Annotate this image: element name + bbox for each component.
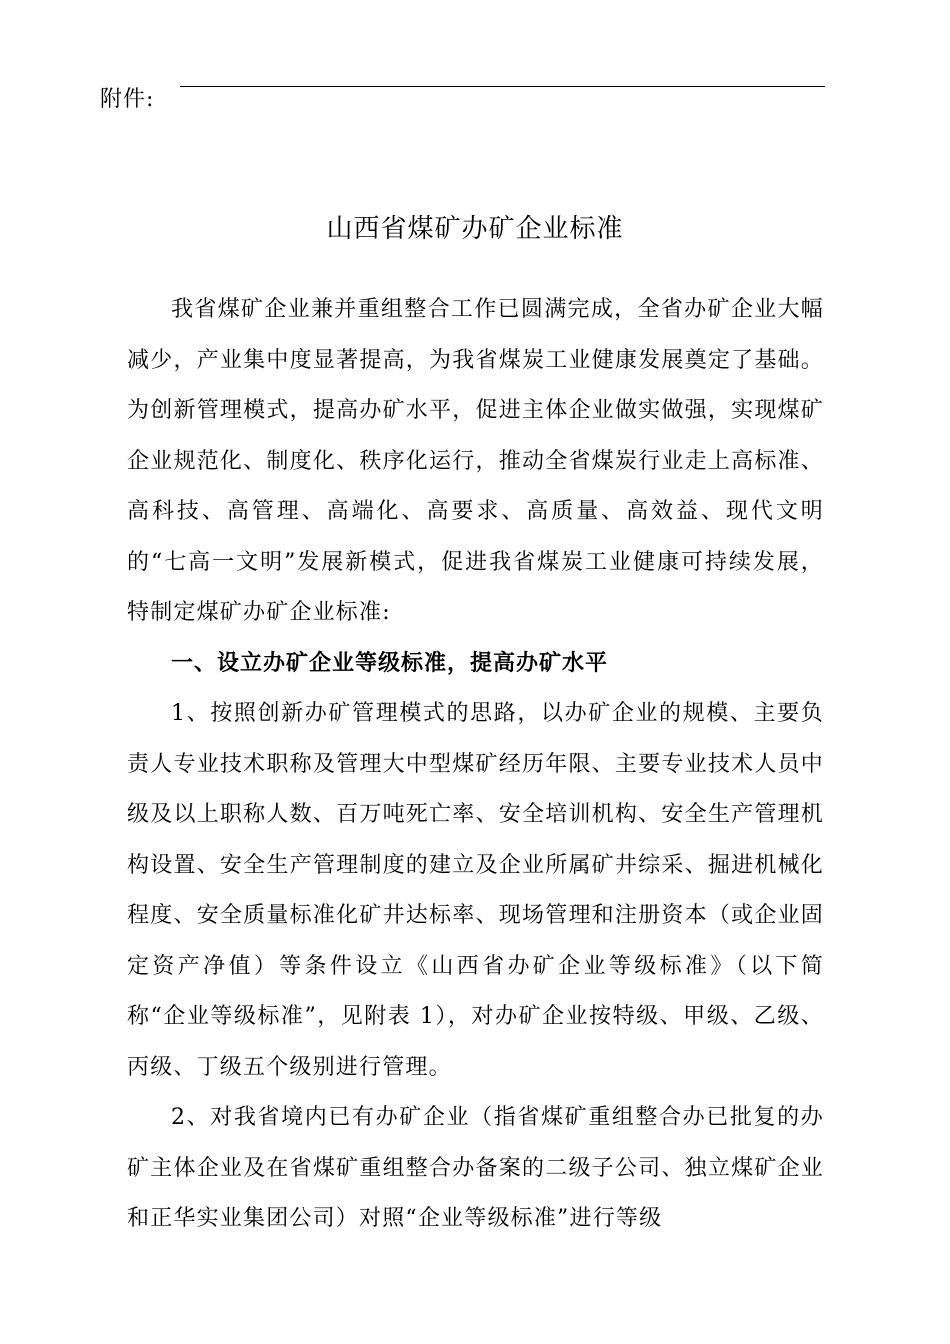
attachment-underline xyxy=(180,86,825,87)
intro-paragraph: 我省煤矿企业兼并重组整合工作已圆满完成，全省办矿企业大幅减少，产业集中度显著提高，为我省煤炭工业健康发展奠定了基础。为创新管理模式，提高办矿水平，促进主体企业做实做强，实现煤矿企业规范化、制度化、秩序化运行，推动全省煤炭行业走上高标准、高科技、高管理、高端化、高要求、高质量、高效益、现代文明的“七高一文明”发展新模式，促进我省煤炭工业健康可持续发展，特制定煤矿办矿企业标准: xyxy=(127,297,824,625)
item-2-paragraph: 2、对我省境内已有办矿企业（指省煤矿重组整合办已批复的办矿主体企业及在省煤矿重组整合办备案的二级子公司、独立煤矿企业和正华实业集团公司）对照“企业等级标准”进行等级 xyxy=(127,1105,824,1231)
item-1-paragraph: 1、按照创新办矿管理模式的思路，以办矿企业的规模、主要负责人专业技术职称及管理大中型煤矿经历年限、主要专业技术人员中级及以上职称人数、百万吨死亡率、安全培训机构、安全生产管理机构设置、安全生产管理制度的建立及企业所属矿井综采、掘进机械化程度、安全质量标准化矿井达标率、现场管理和注册资本（或企业固定资产净值）等条件设立《山西省办矿企业等级标准》（以下简称“企业等级标准”，见附表 1），对办矿企业按特级、甲级、乙级、丙级、丁级五个级别进行管理。 xyxy=(127,701,824,1080)
attachment-label: 附件: xyxy=(100,87,155,112)
document-title: 山西省煤矿办矿企业标准 xyxy=(326,214,624,244)
attachment-header xyxy=(100,80,830,114)
document-body xyxy=(127,285,824,1245)
section-heading: 一、设立办矿企业等级标准，提高办矿水平 xyxy=(171,650,609,676)
